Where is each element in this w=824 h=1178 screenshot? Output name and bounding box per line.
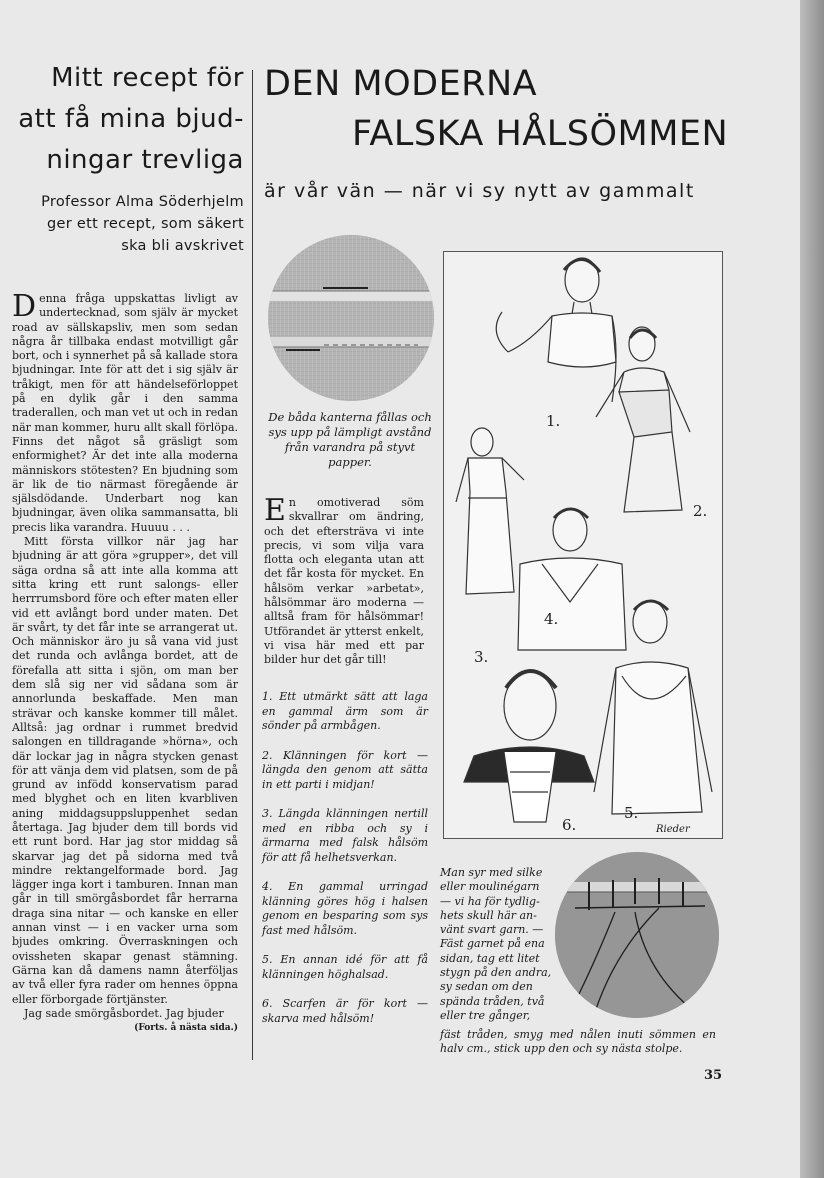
numbered-steps [262, 690, 428, 1041]
left-article-body [12, 289, 238, 1035]
left-paragraph: Mitt första villkor när jag har bjudning är att göra »grupper», det vill säga ordna så att inte alla komma att sitta kring ett runt salongs- eller herrrumsbord före och efter maten eller vid ett avlångt bord under maten. Det är svårt, ty det får inte se arrangerat ut. Och människor äro ju så vana vid just det runda och avlånga bordet, att de förefalla att sitta i sjön, om man ber dem slå sig ner vid sådana som är annorlunda beskaffade. Men man strävar och kanske kommer till målet. Alltså: jag ordnar i rummet bredvid salongen en tilldragande »hörna», och där lockar jag in några stycken genast för att vänja dem vid platsen, som de på grund av infödd konservatism parad med blyghet och en liten kvarbliven aning middagsuppsluppenhet sedan återtaga. Jag bjuder dem till bords vid ett runt bord. Har jag stor middag så skarvar jag det på sidorna med två mindre rektangelformade bord. Jag lägger inga kort i tamburen. Innan man går in till smörgåsbordet får herrarna draga sina nitar — och kanske en eller annan vinst — i en vacker urna som bjudes omkring. Överraskningen och ovissheten skapar genast stämning. Gärna kan då damens namn återföljas av två eller fyra rader om hennes öppna eller förborgade förtjänster. [12, 535, 238, 1006]
caption-line: eller tre gånger, [440, 1008, 531, 1022]
step-item: 6. Scarfen är för kort — skarva med hålsöm! [262, 997, 428, 1025]
right-article-subtitle: är vår vän — när vi sy nytt av gammalt [264, 180, 695, 202]
right-article-title-line2: FALSKA HÅLSÖMMEN [352, 114, 729, 154]
figure-number: 4. [544, 610, 559, 628]
step-item: 3. Längda klänningen nertill med en ribba och sy i ärmarna med falsk hålsöm för att få helhetsverkan. [262, 807, 428, 864]
figure-number: 6. [562, 816, 577, 834]
fashion-illustration [443, 251, 723, 839]
column-divider [252, 70, 253, 1060]
continued-note: (Forts. å nästa sida.) [134, 1023, 238, 1034]
left-paragraph: Denna fråga uppskattas livligt av undertecknad, som själv är mycket road av sällskapsliv, men som sedan några år tillbaka endast motvilligt går bort, och i synnerhet på så kallade stora bjudningar. Inte för att det i sig själv är tråkigt, men för att händelseförloppet på en dylik går i den samma traderallen, och man vet ut och in redan när man kommer, huru allt skall förlöpa. Finns det något så gräsligt som enformighet? Är det inte alla moderna människors stötesten? En bjudning som är lik de tio närmast föregående är själsdödande. Underbart nog kan bjudningar, även olika sammansatta, bli precis lika varandra. Huuuu . . . [12, 289, 238, 534]
left-subtitle-line: ger ett recept, som säkert [46, 216, 244, 232]
stitch-photo-circle [555, 852, 719, 1018]
caption-line: — vi ha för tydlig- [440, 894, 540, 908]
left-subtitle-line: Professor Alma Söderhjelm [41, 194, 244, 210]
fabric-photo-illustration [268, 235, 434, 401]
drop-cap: D [12, 289, 37, 324]
caption-line: stygn på den andra, [440, 966, 552, 980]
caption-line: sidan, tag ett litet [440, 951, 540, 965]
caption-line: Fäst garnet på ena [440, 937, 545, 951]
left-title-line: Mitt recept för [51, 63, 244, 93]
figure-number: 2. [693, 502, 708, 520]
left-subtitle-line: ska bli avskrivet [121, 238, 244, 254]
stitch-photo-caption-tail: fäst tråden, smyg med nålen inuti sömmen en halv cm., stick upp den och sy nästa stolpe. [440, 1028, 716, 1056]
right-intro-text [264, 493, 424, 668]
caption-line: vänt svart garn. — [440, 923, 544, 937]
seam-photo-circle [268, 235, 434, 401]
thread-photo-illustration [555, 852, 719, 1018]
intro-paragraph: En omotiverad söm skvallrar om ändring, och det eftersträva vi inte precis, vi som vilja vara flotta och eleganta utan att det får kosta för mycket. En hålsöm verkar »arbetat», hålsömmar äro moderna — alltså fram för hålsömmar! Utförandet är ytterst enkelt, vi visa här med ett par bilder hur det går till! [264, 493, 424, 667]
left-article-title [12, 58, 244, 181]
fashion-sketches [444, 252, 722, 838]
left-article-subtitle [12, 191, 244, 257]
page-edge [800, 0, 824, 1178]
drop-cap: E [264, 493, 286, 528]
caption-line: hets skull här an- [440, 908, 537, 922]
right-article-title-line1: DEN MODERNA [264, 64, 538, 104]
left-paragraph: Jag sade smörgåsbordet. Jag bjuder [24, 1006, 224, 1020]
caption-line: sy sedan om den [440, 980, 533, 994]
seam-photo-caption: De båda kanterna fållas och sys upp på lämpligt avstånd från varandra på styvt papper. [268, 410, 432, 469]
step-item: 5. En annan idé för att få klänningen höghalsad. [262, 953, 428, 981]
figure-number: 5. [624, 804, 639, 822]
caption-line: eller moulinégarn [440, 880, 540, 894]
step-item: 4. En gammal urringad klänning göres hög i halsen genom en besparing som sys fast med hålsöm. [262, 880, 428, 937]
figure-number: 1. [546, 412, 561, 430]
step-item: 1. Ett utmärkt sätt att laga en gammal ärm som är sönder på armbågen. [262, 690, 428, 732]
step-item: 2. Klänningen för kort — längda den genom att sätta in ett parti i midjan! [262, 748, 428, 791]
caption-line: spända tråden, två [440, 994, 545, 1008]
left-title-line: att få mina bjud- [18, 104, 244, 134]
stitch-photo-caption [440, 866, 552, 1023]
page-number: 35 [704, 1068, 723, 1083]
left-title-line: ningar trevliga [46, 145, 244, 175]
illustrator-signature: Rieder [656, 824, 690, 835]
figure-number: 3. [474, 648, 489, 666]
caption-line: Man syr med silke [440, 866, 543, 879]
